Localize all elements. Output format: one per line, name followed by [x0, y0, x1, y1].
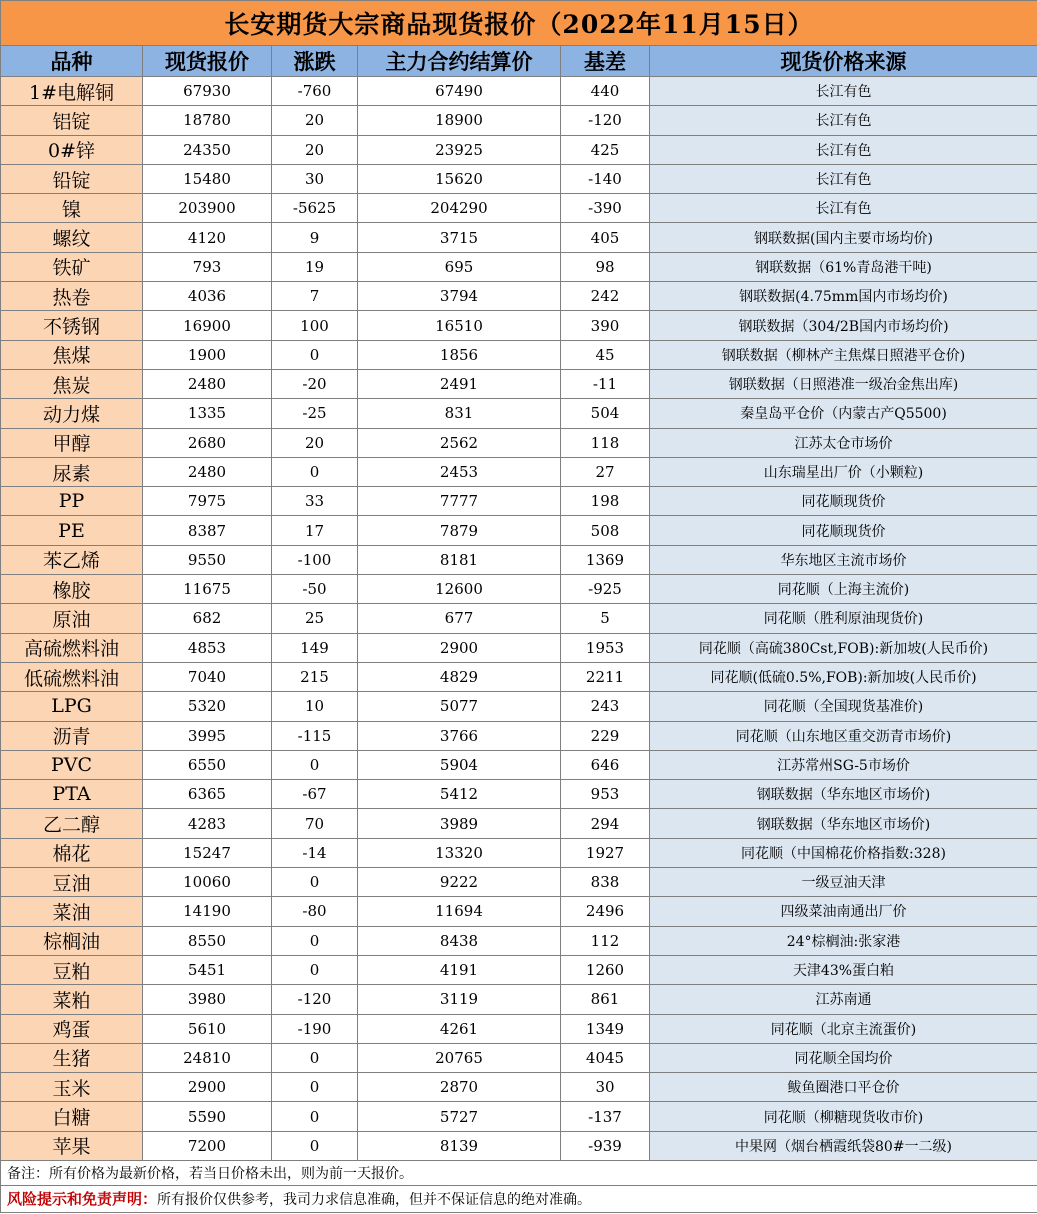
source-cell: 同花顺（高硫380Cst,FOB):新加坡(人民币价) [650, 633, 1037, 662]
settlement-cell: 5727 [358, 1102, 561, 1131]
basis-cell: 27 [561, 457, 650, 486]
settlement-cell: 4191 [358, 955, 561, 984]
variety-cell: 苯乙烯 [1, 545, 143, 574]
variety-cell: 菜粕 [1, 985, 143, 1014]
variety-cell: 原油 [1, 604, 143, 633]
risk-label: 风险提示和免责声明： [7, 1190, 158, 1209]
spot-price-cell: 18780 [143, 106, 272, 135]
settlement-cell: 67490 [358, 77, 561, 106]
table-row [1, 985, 1037, 1014]
spot-price-cell: 4283 [143, 809, 272, 838]
source-cell: 同花顺（全国现货基准价) [650, 692, 1037, 721]
table-row [1, 955, 1037, 984]
basis-cell: 646 [561, 750, 650, 779]
variety-cell: 螺纹 [1, 223, 143, 252]
source-cell: 鲅鱼圈港口平仓价 [650, 1073, 1037, 1102]
header-price-source: 现货价格来源 [650, 46, 1037, 77]
source-cell: 同花顺（山东地区重交沥青市场价) [650, 721, 1037, 750]
basis-cell: 861 [561, 985, 650, 1014]
basis-cell: 390 [561, 311, 650, 340]
table-row [1, 1073, 1037, 1102]
settlement-cell: 4261 [358, 1014, 561, 1043]
change-cell: 0 [272, 955, 358, 984]
basis-cell: -11 [561, 369, 650, 398]
change-cell: 70 [272, 809, 358, 838]
spot-price-cell: 5590 [143, 1102, 272, 1131]
table-row [1, 223, 1037, 252]
change-cell: -5625 [272, 194, 358, 223]
basis-cell: 294 [561, 809, 650, 838]
change-cell: 19 [272, 252, 358, 281]
table-row [1, 311, 1037, 340]
change-cell: -100 [272, 545, 358, 574]
spot-price-cell: 5320 [143, 692, 272, 721]
spot-price-cell: 10060 [143, 868, 272, 897]
basis-cell: 243 [561, 692, 650, 721]
variety-cell: 动力煤 [1, 399, 143, 428]
spot-price-cell: 9550 [143, 545, 272, 574]
spot-price-cell: 2680 [143, 428, 272, 457]
source-cell: 长江有色 [650, 77, 1037, 106]
settlement-cell: 8438 [358, 926, 561, 955]
settlement-cell: 2491 [358, 369, 561, 398]
settlement-cell: 2562 [358, 428, 561, 457]
settlement-cell: 3715 [358, 223, 561, 252]
variety-cell: PTA [1, 780, 143, 809]
change-cell: -760 [272, 77, 358, 106]
spot-price-cell: 2900 [143, 1073, 272, 1102]
table-row [1, 838, 1037, 867]
variety-cell: 豆粕 [1, 955, 143, 984]
basis-cell: 504 [561, 399, 650, 428]
source-cell: 钢联数据（日照港准一级冶金焦出库) [650, 369, 1037, 398]
spot-price-cell: 3995 [143, 721, 272, 750]
settlement-cell: 7879 [358, 516, 561, 545]
table-row [1, 633, 1037, 662]
header-variety: 品种 [1, 46, 143, 77]
spot-price-cell: 4853 [143, 633, 272, 662]
settlement-cell: 831 [358, 399, 561, 428]
table-row [1, 135, 1037, 164]
change-cell: 0 [272, 750, 358, 779]
source-cell: 同花顺现货价 [650, 487, 1037, 516]
spot-price-cell: 6550 [143, 750, 272, 779]
variety-cell: 苹果 [1, 1131, 143, 1160]
variety-cell: 甲醇 [1, 428, 143, 457]
change-cell: 9 [272, 223, 358, 252]
source-cell: 天津43%蛋白粕 [650, 955, 1037, 984]
table-row [1, 457, 1037, 486]
spot-price-cell: 8387 [143, 516, 272, 545]
change-cell: -80 [272, 897, 358, 926]
table-row [1, 575, 1037, 604]
basis-cell: 953 [561, 780, 650, 809]
basis-cell: -939 [561, 1131, 650, 1160]
basis-cell: 5 [561, 604, 650, 633]
spot-price-cell: 5610 [143, 1014, 272, 1043]
basis-cell: 1953 [561, 633, 650, 662]
source-cell: 钢联数据(4.75mm国内市场均价) [650, 282, 1037, 311]
settlement-cell: 3989 [358, 809, 561, 838]
change-cell: 33 [272, 487, 358, 516]
change-cell: 0 [272, 1131, 358, 1160]
source-cell: 同花顺（北京主流蛋价) [650, 1014, 1037, 1043]
table-row [1, 545, 1037, 574]
basis-cell: 2496 [561, 897, 650, 926]
table-row [1, 692, 1037, 721]
header-basis: 基差 [561, 46, 650, 77]
source-cell: 中果网（烟台栖霞纸袋80#一二级) [650, 1131, 1037, 1160]
change-cell: 17 [272, 516, 358, 545]
source-cell: 同花顺全国均价 [650, 1043, 1037, 1072]
settlement-cell: 2870 [358, 1073, 561, 1102]
settlement-cell: 13320 [358, 838, 561, 867]
source-cell: 华东地区主流市场价 [650, 545, 1037, 574]
basis-cell: 405 [561, 223, 650, 252]
variety-cell: 铁矿 [1, 252, 143, 281]
table-row [1, 662, 1037, 691]
source-cell: 钢联数据（柳林产主焦煤日照港平仓价) [650, 340, 1037, 369]
variety-cell: 尿素 [1, 457, 143, 486]
settlement-cell: 695 [358, 252, 561, 281]
basis-cell: 118 [561, 428, 650, 457]
header-row [1, 46, 1037, 77]
settlement-cell: 2900 [358, 633, 561, 662]
variety-cell: 鸡蛋 [1, 1014, 143, 1043]
table-row [1, 868, 1037, 897]
change-cell: -190 [272, 1014, 358, 1043]
settlement-cell: 20765 [358, 1043, 561, 1072]
settlement-cell: 1856 [358, 340, 561, 369]
settlement-cell: 15620 [358, 164, 561, 193]
change-cell: 20 [272, 106, 358, 135]
variety-cell: 玉米 [1, 1073, 143, 1102]
settlement-cell: 3766 [358, 721, 561, 750]
table-row [1, 106, 1037, 135]
settlement-cell: 677 [358, 604, 561, 633]
source-cell: 钢联数据（华东地区市场价) [650, 809, 1037, 838]
variety-cell: 白糖 [1, 1102, 143, 1131]
change-cell: 0 [272, 1073, 358, 1102]
source-cell: 长江有色 [650, 194, 1037, 223]
source-cell: 同花顺(低硫0.5%,FOB):新加坡(人民币价) [650, 662, 1037, 691]
change-cell: 0 [272, 457, 358, 486]
basis-cell: 4045 [561, 1043, 650, 1072]
spot-price-cell: 1335 [143, 399, 272, 428]
change-cell: -50 [272, 575, 358, 604]
spot-price-cell: 6365 [143, 780, 272, 809]
change-cell: -120 [272, 985, 358, 1014]
basis-cell: 508 [561, 516, 650, 545]
spot-price-cell: 11675 [143, 575, 272, 604]
change-cell: 30 [272, 164, 358, 193]
source-cell: 秦皇岛平仓价（内蒙古产Q5500) [650, 399, 1037, 428]
variety-cell: 不锈钢 [1, 311, 143, 340]
spot-price-cell: 14190 [143, 897, 272, 926]
basis-cell: -137 [561, 1102, 650, 1131]
source-cell: 长江有色 [650, 164, 1037, 193]
settlement-cell: 12600 [358, 575, 561, 604]
basis-cell: -925 [561, 575, 650, 604]
source-cell: 钢联数据（华东地区市场价) [650, 780, 1037, 809]
change-cell: -115 [272, 721, 358, 750]
spot-price-cell: 8550 [143, 926, 272, 955]
basis-cell: -140 [561, 164, 650, 193]
variety-cell: 低硫燃料油 [1, 662, 143, 691]
spot-price-cell: 793 [143, 252, 272, 281]
spot-price-cell: 5451 [143, 955, 272, 984]
table-row [1, 721, 1037, 750]
change-cell: 0 [272, 868, 358, 897]
source-cell: 24°棕榈油:张家港 [650, 926, 1037, 955]
settlement-cell: 5077 [358, 692, 561, 721]
variety-cell: 铝锭 [1, 106, 143, 135]
spot-price-cell: 682 [143, 604, 272, 633]
change-cell: 0 [272, 340, 358, 369]
basis-cell: 229 [561, 721, 650, 750]
change-cell: -25 [272, 399, 358, 428]
table-row [1, 194, 1037, 223]
spot-price-cell: 24810 [143, 1043, 272, 1072]
change-cell: 0 [272, 926, 358, 955]
spot-price-cell: 203900 [143, 194, 272, 223]
spot-price-cell: 3980 [143, 985, 272, 1014]
variety-cell: 铅锭 [1, 164, 143, 193]
settlement-cell: 3794 [358, 282, 561, 311]
table-row [1, 77, 1037, 106]
source-cell: 同花顺（中国棉花价格指数:328) [650, 838, 1037, 867]
source-cell: 长江有色 [650, 106, 1037, 135]
basis-cell: -390 [561, 194, 650, 223]
spot-price-cell: 1900 [143, 340, 272, 369]
basis-cell: 198 [561, 487, 650, 516]
variety-cell: 沥青 [1, 721, 143, 750]
settlement-cell: 8139 [358, 1131, 561, 1160]
basis-cell: 425 [561, 135, 650, 164]
variety-cell: 热卷 [1, 282, 143, 311]
variety-cell: 橡胶 [1, 575, 143, 604]
spot-price-cell: 15480 [143, 164, 272, 193]
header-change: 涨跌 [272, 46, 358, 77]
change-cell: -20 [272, 369, 358, 398]
source-cell: 同花顺（胜利原油现货价) [650, 604, 1037, 633]
table-row [1, 1102, 1037, 1131]
footnote: 备注：所有价格为最新价格，若当日价格未出，则为前一天报价。 [1, 1160, 1037, 1185]
change-cell: 7 [272, 282, 358, 311]
table-row [1, 809, 1037, 838]
spot-price-cell: 7975 [143, 487, 272, 516]
source-cell: 山东瑞星出厂价（小颗粒) [650, 457, 1037, 486]
variety-cell: 豆油 [1, 868, 143, 897]
table-row [1, 926, 1037, 955]
basis-cell: 45 [561, 340, 650, 369]
risk-disclaimer [1, 1185, 1037, 1212]
change-cell: 10 [272, 692, 358, 721]
source-cell: 钢联数据(国内主要市场均价) [650, 223, 1037, 252]
change-cell: -67 [272, 780, 358, 809]
table-row [1, 487, 1037, 516]
variety-cell: 乙二醇 [1, 809, 143, 838]
change-cell: 25 [272, 604, 358, 633]
variety-cell: 焦煤 [1, 340, 143, 369]
change-cell: -14 [272, 838, 358, 867]
change-cell: 149 [272, 633, 358, 662]
source-cell: 同花顺现货价 [650, 516, 1037, 545]
spot-price-cell: 7040 [143, 662, 272, 691]
settlement-cell: 18900 [358, 106, 561, 135]
variety-cell: PVC [1, 750, 143, 779]
change-cell: 215 [272, 662, 358, 691]
variety-cell: 棕榈油 [1, 926, 143, 955]
settlement-cell: 204290 [358, 194, 561, 223]
table-row [1, 369, 1037, 398]
source-cell: 一级豆油天津 [650, 868, 1037, 897]
basis-cell: 1927 [561, 838, 650, 867]
spot-price-cell: 4120 [143, 223, 272, 252]
risk-text: 所有报价仅供参考，我司力求信息准确，但并不保证信息的绝对准确。 [157, 1192, 592, 1209]
source-cell: 江苏南通 [650, 985, 1037, 1014]
table-row [1, 399, 1037, 428]
source-cell: 江苏常州SG-5市场价 [650, 750, 1037, 779]
header-settlement-price: 主力合约结算价 [358, 46, 561, 77]
change-cell: 0 [272, 1102, 358, 1131]
settlement-cell: 3119 [358, 985, 561, 1014]
table-row [1, 1131, 1037, 1160]
change-cell: 20 [272, 135, 358, 164]
settlement-cell: 4829 [358, 662, 561, 691]
settlement-cell: 9222 [358, 868, 561, 897]
source-cell: 四级菜油南通出厂价 [650, 897, 1037, 926]
basis-cell: 1260 [561, 955, 650, 984]
variety-cell: 焦炭 [1, 369, 143, 398]
table-row [1, 164, 1037, 193]
change-cell: 20 [272, 428, 358, 457]
header-spot-price: 现货报价 [143, 46, 272, 77]
variety-cell: PP [1, 487, 143, 516]
settlement-cell: 23925 [358, 135, 561, 164]
table-row [1, 1043, 1037, 1072]
variety-cell: 高硫燃料油 [1, 633, 143, 662]
variety-cell: 镍 [1, 194, 143, 223]
source-cell: 钢联数据（61%青岛港干吨) [650, 252, 1037, 281]
spot-price-cell: 7200 [143, 1131, 272, 1160]
basis-cell: 2211 [561, 662, 650, 691]
change-cell: 100 [272, 311, 358, 340]
basis-cell: 112 [561, 926, 650, 955]
table-row [1, 604, 1037, 633]
table-row [1, 750, 1037, 779]
source-cell: 同花顺（柳糖现货收市价) [650, 1102, 1037, 1131]
table-row [1, 252, 1037, 281]
variety-cell: 0#锌 [1, 135, 143, 164]
source-cell: 长江有色 [650, 135, 1037, 164]
spot-price-cell: 4036 [143, 282, 272, 311]
settlement-cell: 16510 [358, 311, 561, 340]
settlement-cell: 2453 [358, 457, 561, 486]
spot-price-cell: 2480 [143, 369, 272, 398]
spot-price-cell: 2480 [143, 457, 272, 486]
settlement-cell: 5412 [358, 780, 561, 809]
variety-cell: 菜油 [1, 897, 143, 926]
settlement-cell: 8181 [358, 545, 561, 574]
table-row [1, 282, 1037, 311]
table-row [1, 340, 1037, 369]
variety-cell: 生猪 [1, 1043, 143, 1072]
variety-cell: LPG [1, 692, 143, 721]
settlement-cell: 5904 [358, 750, 561, 779]
variety-cell: 棉花 [1, 838, 143, 867]
sheet-title: 长安期货大宗商品现货报价（2022年11月15日） [1, 1, 1037, 46]
spot-price-cell: 15247 [143, 838, 272, 867]
basis-cell: 98 [561, 252, 650, 281]
basis-cell: 838 [561, 868, 650, 897]
table-row [1, 780, 1037, 809]
basis-cell: 30 [561, 1073, 650, 1102]
settlement-cell: 11694 [358, 897, 561, 926]
table-row [1, 1014, 1037, 1043]
settlement-cell: 7777 [358, 487, 561, 516]
basis-cell: 1349 [561, 1014, 650, 1043]
basis-cell: 1369 [561, 545, 650, 574]
source-cell: 钢联数据（304/2B国内市场均价) [650, 311, 1037, 340]
table-row [1, 428, 1037, 457]
spot-price-cell: 24350 [143, 135, 272, 164]
source-cell: 江苏太仓市场价 [650, 428, 1037, 457]
basis-cell: -120 [561, 106, 650, 135]
basis-cell: 440 [561, 77, 650, 106]
basis-cell: 242 [561, 282, 650, 311]
spot-price-cell: 16900 [143, 311, 272, 340]
variety-cell: 1#电解铜 [1, 77, 143, 106]
variety-cell: PE [1, 516, 143, 545]
table-row [1, 897, 1037, 926]
spot-price-cell: 67930 [143, 77, 272, 106]
source-cell: 同花顺（上海主流价) [650, 575, 1037, 604]
table-row [1, 516, 1037, 545]
change-cell: 0 [272, 1043, 358, 1072]
